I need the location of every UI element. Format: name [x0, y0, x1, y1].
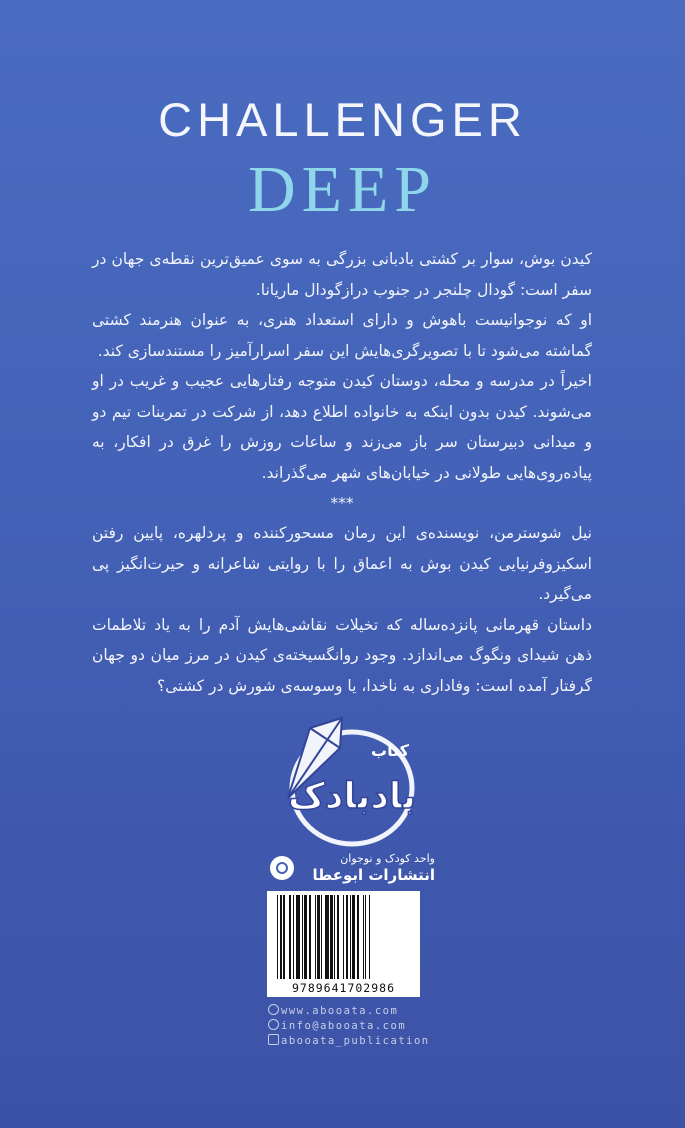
globe-icon [268, 1004, 279, 1015]
email[interactable] [268, 1019, 430, 1034]
website-text: www.abooata.com [281, 1005, 399, 1017]
publisher-logo [270, 700, 420, 850]
blurb-paragraph: کیدن بوش، سوار بر کشتی بادبانی بزرگی به سوی عمیق‌ترین نقطه‌ی جهان در سفر است: گودال چلنجر در جنوب درازگودال ماریانا. [92, 250, 592, 299]
blurb [92, 244, 592, 701]
separator: *** [330, 494, 354, 512]
website[interactable] [268, 1004, 430, 1019]
instagram-text: abooata_publication [281, 1035, 430, 1047]
contacts [268, 1004, 430, 1049]
instagram[interactable] [268, 1034, 430, 1049]
blurb-paragraph: اخیراً در مدرسه و محله، دوستان کیدن متوجه رفتارهایی عجیب و غریب در او می‌شوند. کیدن بدون اینکه به خانواده اطلاع دهد، از شرکت در تمرینات تیم دو و میدانی دبیرستان سر باز می‌زند و ساعات روزش را غرق در افکار، به پیاده‌روی‌هایی طولانی در خیابان‌های شهر می‌گذراند. [92, 372, 592, 482]
blurb-paragraph: او که نوجوانیست باهوش و دارای استعداد هنری، به عنوان هنرمند کشتی گماشته می‌شود تا با تصویرگری‌هایش این سفر اسرارآمیز را مستندسازی کند. [92, 311, 592, 360]
blurb-paragraph: داستان قهرمانی پانزده‌ساله که تخیلات نقاشی‌هایش آدم را به یاد تلاطمات ذهن شیدای ونگوگ می‌اندازد. وجود روانگسیخته‌ی کیدن در مرز میان دو جهان گرفتار آمده است: وفاداری به ناخدا، یا وسوسه‌ی شورش در کشتی؟ [92, 615, 592, 695]
publisher-name: انتشارات ابوعطا [312, 866, 435, 884]
barcode-bar [370, 895, 371, 979]
publisher [285, 852, 435, 884]
blurb-paragraph: نیل شوسترمن، نویسنده‌ی این رمان مسحورکننده و پردلهره، پایین رفتن اسکیزوفرنیایی کیدن بوش به اعماق را با روایتی شاعرانه و حیرت‌انگیز پی می‌گیرد. [92, 524, 592, 603]
email-icon [268, 1019, 279, 1030]
isbn-number: 9789641702986 [291, 981, 395, 995]
logo-main-text: بادبادک [288, 776, 416, 817]
instagram-icon [268, 1034, 279, 1045]
publisher-unit: واحد کودک و نوجوان [340, 852, 435, 865]
barcode [267, 891, 420, 997]
logo-small-text: کتاب [371, 741, 409, 760]
title-challenger: CHALLENGER [158, 93, 527, 146]
email-text: info@abooata.com [281, 1020, 407, 1032]
title-deep: DEEP [248, 153, 437, 226]
barcode-bars [277, 895, 410, 979]
